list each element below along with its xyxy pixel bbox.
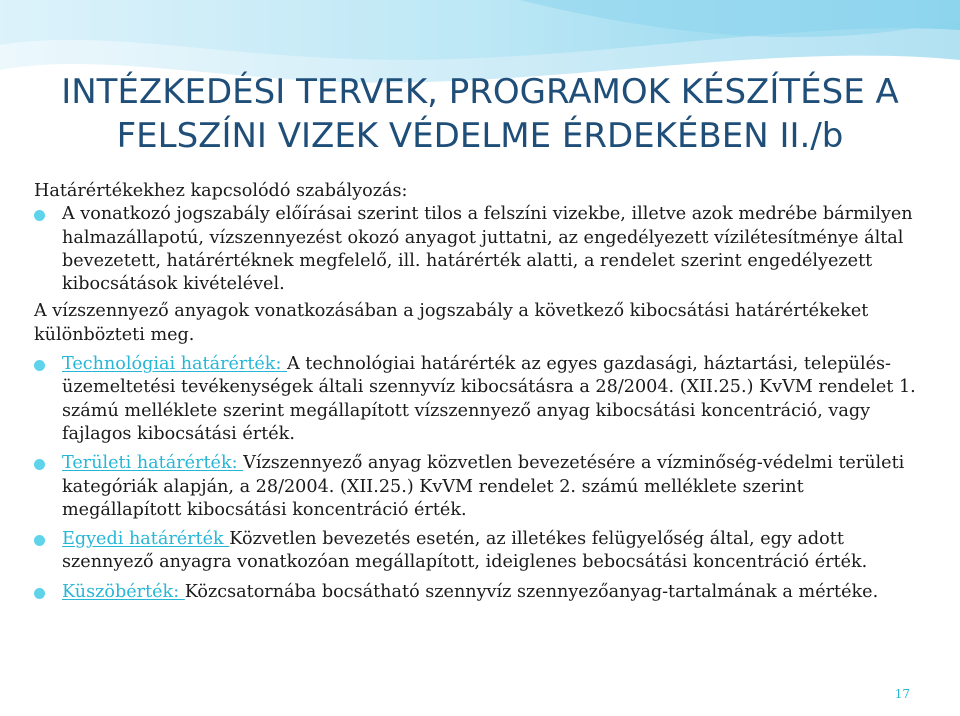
intro-text: Határértékekhez kapcsolódó szabályozás:: [34, 181, 408, 201]
slide-title: [0, 70, 960, 158]
title-line-2: FELSZÍNI VIZEK VÉDELME ÉRDEKÉBEN II./b: [116, 116, 844, 156]
list-item-technological-limit: [34, 353, 924, 446]
definition-individual-limit: Közvetlen bevezetés esetén, az illetékes felügyelőség által, egy adott szennyező anyagra vonatkozóan megállapított, ideiglenes bebocsátási koncentráció érték.: [62, 529, 868, 573]
definition-threshold: Közcsatornába bocsátható szennyvíz szennyezőanyag-tartalmának a mértéke.: [184, 581, 879, 602]
limit-types-intro: A vízszennyező anyagok vonatkozásában a jogszabály a következő kibocsátási határértékeket különbözteti meg.: [34, 301, 869, 345]
list-item-regional-limit: [34, 452, 924, 522]
page-number: 17: [894, 687, 910, 701]
list-item-individual-limit: [34, 528, 924, 575]
bullet-prohibition: [34, 203, 924, 296]
bullet-prohibition-text: A vonatkozó jogszabály előírásai szerint tilos a felszíni vizekbe, illetve azok medrébe bármilyen halmazállapotú, vízszennyezést okozó anyagot juttatni, az engedélyezett vízilétesítménye által bevezetett, határértéknek megfelelő, ill. határérték alatti, a rendelet szerint engedélyezett kibocsátások kivételével.: [62, 204, 913, 295]
definition-technological-limit: A technológiai határérték az egyes gazdasági, háztartási, település-üzemeltetési tevékenységek általi szennyvíz kibocsátásra a 28/2004. (XII.25.) KvVM rendelet 1. számú melléklete szerint megállapított vízszennyező anyag kibocsátási koncentráció, vagy fajlagos kibocsátási érték.: [62, 354, 916, 444]
slide-body: [34, 180, 924, 604]
list-item-threshold: [34, 581, 924, 604]
title-line-1: INTÉZKEDÉSI TERVEK, PROGRAMOK KÉSZÍTÉSE A: [61, 72, 899, 112]
bullet-dot-icon: [34, 360, 45, 371]
term-technological-limit: Technológiai határérték:: [62, 354, 287, 375]
bullet-dot-icon: [34, 459, 45, 470]
definition-regional-limit: Vízszennyező anyag közvetlen bevezetésére a vízminőség-védelmi területi kategóriák alapján, a 28/2004. (XII.25.) KvVM rendelet 2. számú melléklete szerint megállapított kibocsátási koncentráció érték.: [62, 453, 905, 520]
bullet-dot-icon: [34, 210, 45, 221]
term-individual-limit: Egyedi határérték: [62, 529, 230, 550]
term-threshold: Küszöbérték:: [62, 581, 185, 602]
bullet-dot-icon: [34, 588, 45, 599]
term-regional-limit: Területi határérték:: [62, 453, 244, 474]
bullet-dot-icon: [34, 535, 45, 546]
